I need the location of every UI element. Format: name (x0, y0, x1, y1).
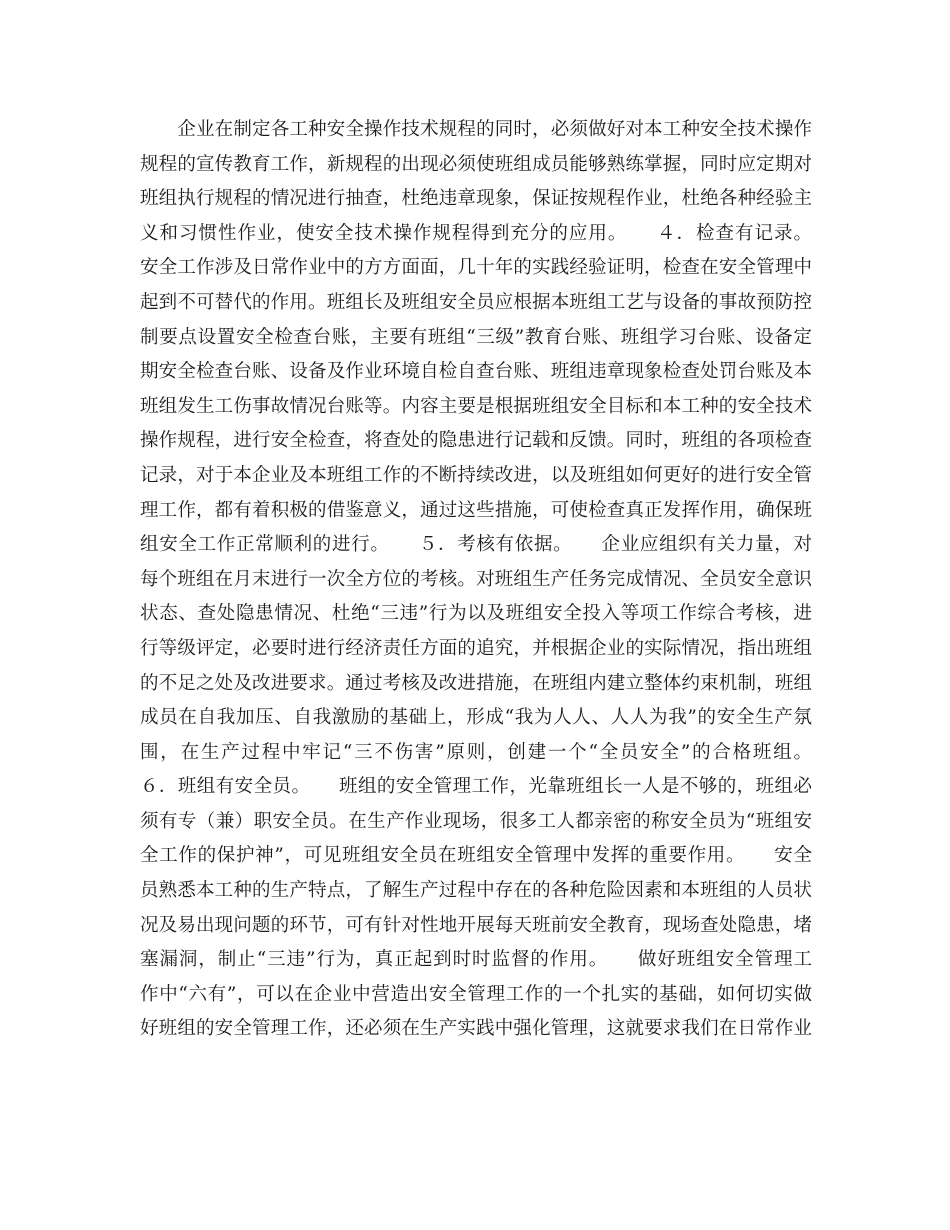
text-line: 制要点设置安全检查台账，主要有班组“三级”教育台账、班组学习台账、设备定 (140, 326, 812, 348)
text-line: 须有专（兼）职安全员。在生产作业现场，很多工人都亲密的称安全员为“班组安 (140, 810, 812, 832)
text-line: 义和习惯性作业，使安全技术操作规程得到充分的应用。 ４．检查有记录。 (140, 222, 812, 244)
text-line: 塞漏洞，制止“三违”行为，真正起到时时监督的作用。 做好班组安全管理工 (140, 949, 812, 971)
text-line: 班组执行规程的情况进行抽查，杜绝违章现象，保证按规程作业，杜绝各种经验主 (140, 188, 812, 210)
text-line: 围，在生产过程中牢记“三不伤害”原则，创建一个“全员安全”的合格班组。 (140, 741, 812, 763)
text-line: 的不足之处及改进要求。通过考核及改进措施，在班组内建立整体约束机制，班组 (140, 672, 812, 694)
text-line: 企业在制定各工种安全操作技术规程的同时，必须做好对本工种安全技术操作 (140, 119, 812, 140)
text-line: 安全工作涉及日常作业中的方方面面，几十年的实践经验证明，检查在安全管理中 (140, 257, 812, 279)
text-line: 每个班组在月末进行一次全方位的考核。对班组生产任务完成情况、全员安全意识 (140, 568, 812, 590)
text-line: 班组发生工伤事故情况台账等。内容主要是根据班组安全目标和本工种的安全技术 (140, 395, 812, 417)
text-line: 起到不可替代的作用。班组长及班组安全员应根据本班组工艺与设备的事故预防控 (140, 291, 812, 313)
text-line: 理工作，都有着积极的借鉴意义，通过这些措施，可使检查真正发挥作用，确保班 (140, 499, 812, 521)
text-line: 员熟悉本工种的生产特点，了解生产过程中存在的各种危险因素和本班组的人员状 (140, 880, 812, 902)
text-line: 记录，对于本企业及本班组工作的不断持续改进，以及班组如何更好的进行安全管 (140, 464, 812, 486)
text-line: 行等级评定，必要时进行经济责任方面的追究，并根据企业的实际情况，指出班组 (140, 637, 812, 659)
text-line: 好班组的安全管理工作，还必须在生产实践中强化管理，这就要求我们在日常作业 (140, 1018, 812, 1040)
body-text (140, 113, 812, 1047)
text-line: 状态、查处隐患情况、杜绝“三违”行为以及班组安全投入等项工作综合考核，进 (140, 603, 812, 625)
text-line: 全工作的保护神”，可见班组安全员在班组安全管理中发挥的重要作用。 安全 (140, 845, 812, 867)
text-line: 操作规程，进行安全检查，将查处的隐患进行记载和反馈。同时，班组的各项检查 (140, 430, 812, 452)
text-line: 况及易出现问题的环节，可有针对性地开展每天班前安全教育，现场查处隐患，堵 (140, 914, 812, 936)
text-line: 作中“六有”，可以在企业中营造出安全管理工作的一个扎实的基础，如何切实做 (140, 983, 812, 1005)
text-line: ６．班组有安全员。 班组的安全管理工作，光靠班组长一人是不够的，班组必 (140, 776, 812, 798)
text-line: 期安全检查台账、设备及作业环境自检自查台账、班组违章现象检查处罚台账及本 (140, 361, 812, 383)
text-line: 成员在自我加压、自我激励的基础上，形成“我为人人、人人为我”的安全生产氛 (140, 707, 812, 729)
text-line: 规程的宣传教育工作，新规程的出现必须使班组成员能够熟练掌握，同时应定期对 (140, 153, 812, 175)
text-line: 组安全工作正常顺利的进行。 ５．考核有依据。 企业应组织有关力量，对 (140, 534, 812, 556)
